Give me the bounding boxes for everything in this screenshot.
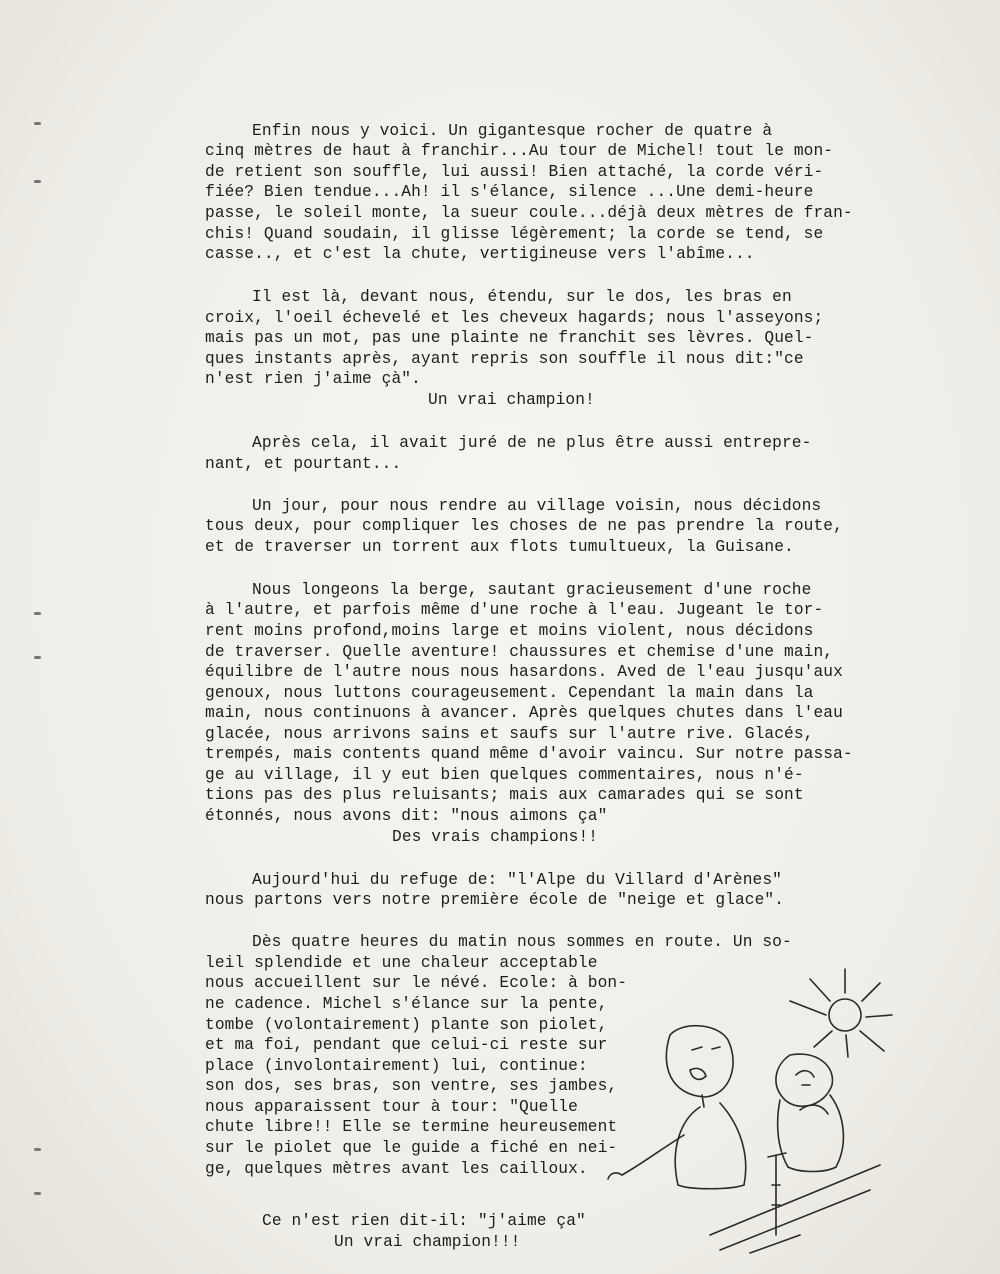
text-line: son dos, ses bras, son ventre, ses jambes, — [205, 1077, 618, 1096]
punch-hole-mark — [34, 612, 41, 615]
refrain-line: Un vrai champion! — [428, 390, 595, 409]
text-line: rent moins profond,moins large et moins violent, nous décidons — [205, 621, 814, 640]
text-line: ge, quelques mètres avant les cailloux. — [205, 1159, 588, 1178]
text-line: fiée? Bien tendue...Ah! il s'élance, silence ...Une demi-heure — [205, 183, 814, 202]
text-line: nous apparaissent tour à tour: "Quelle — [205, 1097, 578, 1116]
text-line: chute libre!! Elle se termine heureusement — [205, 1118, 618, 1137]
text-line: Dès quatre heures du matin nous sommes en route. Un so- — [252, 933, 792, 952]
text-line: de traverser. Quelle aventure! chaussures et chemise d'une main, — [205, 642, 834, 661]
punch-hole-mark — [34, 122, 41, 125]
closing-line: Ce n'est rien dit-il: "j'aime ça" — [262, 1212, 586, 1230]
text-line: ne cadence. Michel s'élance sur la pente, — [205, 995, 608, 1013]
text-line: trempés, mais contents quand même d'avoir vaincu. Sur notre passa- — [205, 745, 853, 764]
text-line: nous accueillent sur le névé. Ecole: à bon- — [205, 974, 628, 993]
text-line: passe, le soleil monte, la sueur coule...déjà deux mètres de fran- — [205, 203, 853, 222]
punch-hole-mark — [34, 656, 41, 659]
refrain-line: Des vrais champions!! — [392, 827, 599, 846]
text-line: étonnés, nous avons dit: "nous aimons ça" — [205, 807, 608, 826]
text-line: ge au village, il y eut bien quelques commentaires, nous n'é- — [205, 765, 804, 784]
sun-and-climbers-sketch-icon — [600, 935, 900, 1260]
text-line: leil splendide et une chaleur acceptable — [205, 953, 598, 972]
text-line: et ma foi, pendant que celui-ci reste sur — [205, 1036, 608, 1055]
text-line: équilibre de l'autre nous nous hasardons. Aved de l'eau jusqu'aux — [205, 663, 843, 682]
text-line: cinq mètres de haut à franchir...Au tour de Michel! tout le mon- — [205, 142, 834, 161]
text-line: Enfin nous y voici. Un gigantesque rocher de quatre à — [252, 121, 773, 140]
punch-hole-mark — [34, 1192, 41, 1195]
text-line: ques instants après, ayant repris son souffle il nous dit:"ce — [205, 349, 804, 368]
text-line: Nous longeons la berge, sautant gracieusement d'une roche — [252, 580, 812, 599]
text-line: sur le piolet que le guide a fiché en nei- — [205, 1138, 618, 1157]
text-line: et de traverser un torrent aux flots tumultueux, la Guisane. — [205, 537, 794, 556]
punch-hole-mark — [34, 180, 41, 183]
text-line: à l'autre, et parfois même d'une roche à l'eau. Jugeant le tor- — [205, 601, 824, 620]
text-line: tions pas des plus reluisants; mais aux camarades qui se sont — [205, 786, 804, 805]
text-line: chis! Quand soudain, il glisse légèrement; la corde se tend, se — [205, 224, 824, 243]
text-line: Il est là, devant nous, étendu, sur le dos, les bras en — [252, 288, 792, 307]
refrain-line: Un vrai champion!!! — [334, 1233, 521, 1251]
text-line: Aujourd'hui du refuge de: "l'Alpe du Villard d'Arènes" — [252, 870, 782, 889]
text-line: n'est rien j'aime çà". — [205, 370, 421, 389]
text-line: glacée, nous arrivons sains et saufs sur l'autre rive. Glacés, — [205, 724, 814, 743]
text-line: genoux, nous luttons courageusement. Cependant la main dans la — [205, 683, 814, 702]
text-line: Après cela, il avait juré de ne plus être aussi entrepre- — [252, 434, 812, 452]
text-line: Un jour, pour nous rendre au village voisin, nous décidons — [252, 496, 822, 515]
text-line: mais pas un mot, pas une plainte ne franchit ses lèvres. Quel- — [205, 329, 814, 348]
text-line: nous partons vers notre première école de "neige et glace". — [205, 891, 785, 910]
text-line: casse.., et c'est la chute, vertigineuse vers l'abîme... — [205, 245, 755, 264]
text-line: tombe (volontairement) plante son piolet, — [205, 1015, 608, 1034]
text-line: croix, l'oeil échevelé et les cheveux hagards; nous l'asseyons; — [205, 308, 824, 327]
text-line: place (involontairement) lui, continue: — [205, 1056, 588, 1075]
text-line: main, nous continuons à avancer. Après quelques chutes dans l'eau — [205, 704, 843, 723]
text-line: nant, et pourtant... — [205, 454, 402, 473]
text-line: de retient son souffle, lui aussi! Bien attaché, la corde véri- — [205, 162, 824, 181]
text-line: tous deux, pour compliquer les choses de ne pas prendre la route, — [205, 517, 843, 536]
punch-hole-mark — [34, 1148, 41, 1151]
